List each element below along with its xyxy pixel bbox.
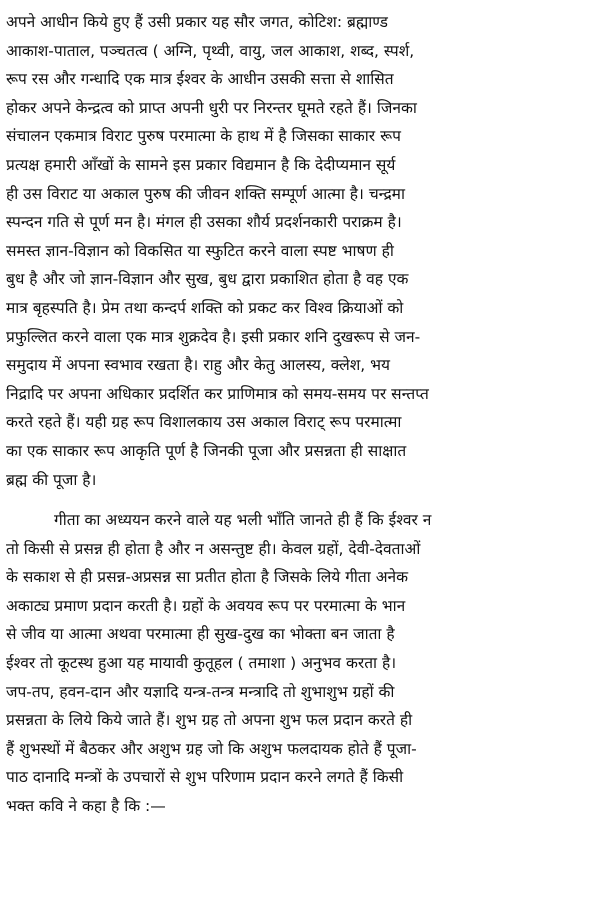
text-line: समस्त ज्ञान-विज्ञान को विकसित या स्फुटित करने वाला स्पष्ट भाषण ही <box>6 241 394 260</box>
text-line: आकाश-पाताल, पञ्चतत्व ( अग्नि, पृथ्वी, वायु, जल आकाश, शब्द, स्पर्श, <box>6 41 415 60</box>
text-line: होकर अपने केन्द्रत्व को प्राप्त अपनी धुरी पर निरन्तर घूमते रहते हैं। जिनका <box>6 98 417 117</box>
text-line: ब्रह्म की पूजा है। <box>6 470 97 489</box>
text-line: निद्रादि पर अपना अधिकार प्रदर्शित कर प्राणिमात्र को समय-समय पर सन्तप्त <box>6 384 429 403</box>
text-line: अपने आधीन किये हुए हैं उसी प्रकार यह सौर जगत, कोटिश: ब्रह्माण्ड <box>6 13 388 31</box>
text-line: भक्त कवि ने कहा है कि :— <box>6 797 166 816</box>
text-line: तो किसी से प्रसन्न ही होता है और न असन्तुष्ट ही। केवल ग्रहों, देवी-देवताओं <box>6 539 421 558</box>
text-line: ही उस विराट या अकाल पुरुष की जीवन शक्ति सम्पूर्ण आत्मा है। चन्द्रमा <box>6 184 405 203</box>
text-line: से जीव या आत्मा अथवा परमात्मा ही सुख-दुख का भोक्ता बन जाता है <box>6 625 395 644</box>
text-line: करते रहते हैं। यही ग्रह रूप विशालकाय उस अकाल विराट् रूप परमात्मा <box>6 413 402 432</box>
text-line: के सकाश से ही प्रसन्न-अप्रसन्न सा प्रतीत होता है जिसके लिये गीता अनेक <box>6 568 409 587</box>
text-line: प्रसन्नता के लिये किये जाते हैं। शुभ ग्रह तो अपना शुभ फल प्रदान करते ही <box>6 711 413 730</box>
text-line: मात्र बृहस्पति है। प्रेम तथा कन्दर्प शक्ति को प्रकट कर विश्व क्रियाओं को <box>6 298 404 317</box>
text-line: हैं शुभस्थों में बैठकर और अशुभ ग्रह जो कि अशुभ फलदायक होते हैं पूजा- <box>6 739 417 758</box>
text-line: पाठ दानादि मन्त्रों के उपचारों से शुभ परिणाम प्रदान करने लगते हैं किसी <box>6 768 404 787</box>
paragraph-gap <box>6 494 594 506</box>
text-line: बुध है और जो ज्ञान-विज्ञान और सुख, बुध द्वारा प्रकाशित होता है वह एक <box>6 270 409 289</box>
text-line: रूप रस और गन्धादि एक मात्र ईश्वर के आधीन उसकी सत्ता से शासित <box>6 70 394 89</box>
paragraph-2 <box>6 506 594 821</box>
text-line: समुदाय में अपना स्वभाव रखता है। राहु और केतु आलस्य, क्लेश, भय <box>6 356 390 375</box>
text-line: प्रत्यक्ष हमारी आँखों के सामने इस प्रकार विद्यमान है कि देदीप्यमान सूर्य <box>6 155 396 174</box>
text-line: गीता का अध्ययन करने वाले यह भली भाँति जानते ही हैं कि ईश्वर न <box>54 511 432 530</box>
text-line: स्पन्दन गति से पूर्ण मन है। मंगल ही उसका शौर्य प्रदर्शनकारी पराक्रम है। <box>6 213 402 232</box>
paragraph-1 <box>6 8 594 494</box>
text-line: प्रफुल्लित करने वाला एक मात्र शुक्रदेव है। इसी प्रकार शनि दुखरूप से जन- <box>6 327 421 346</box>
text-line: जप-तप, हवन-दान और यज्ञादि यन्त्र-तन्त्र मन्त्रादि तो शुभाशुभ ग्रहों की <box>6 682 395 701</box>
text-line: अकाट्य प्रमाण प्रदान करती है। ग्रहों के अवयव रूप पर परमात्मा के भान <box>6 596 406 615</box>
text-line: का एक साकार रूप आकृति पूर्ण है जिनकी पूजा और प्रसन्नता ही साक्षात <box>6 441 407 460</box>
text-line: संचालन एकमात्र विराट पुरुष परमात्मा के हाथ में है जिसका साकार रूप <box>6 127 401 146</box>
text-line: ईश्वर तो कूटस्थ हुआ यह मायावी कुतूहल ( तमाशा ) अनुभव करता है। <box>6 654 397 673</box>
